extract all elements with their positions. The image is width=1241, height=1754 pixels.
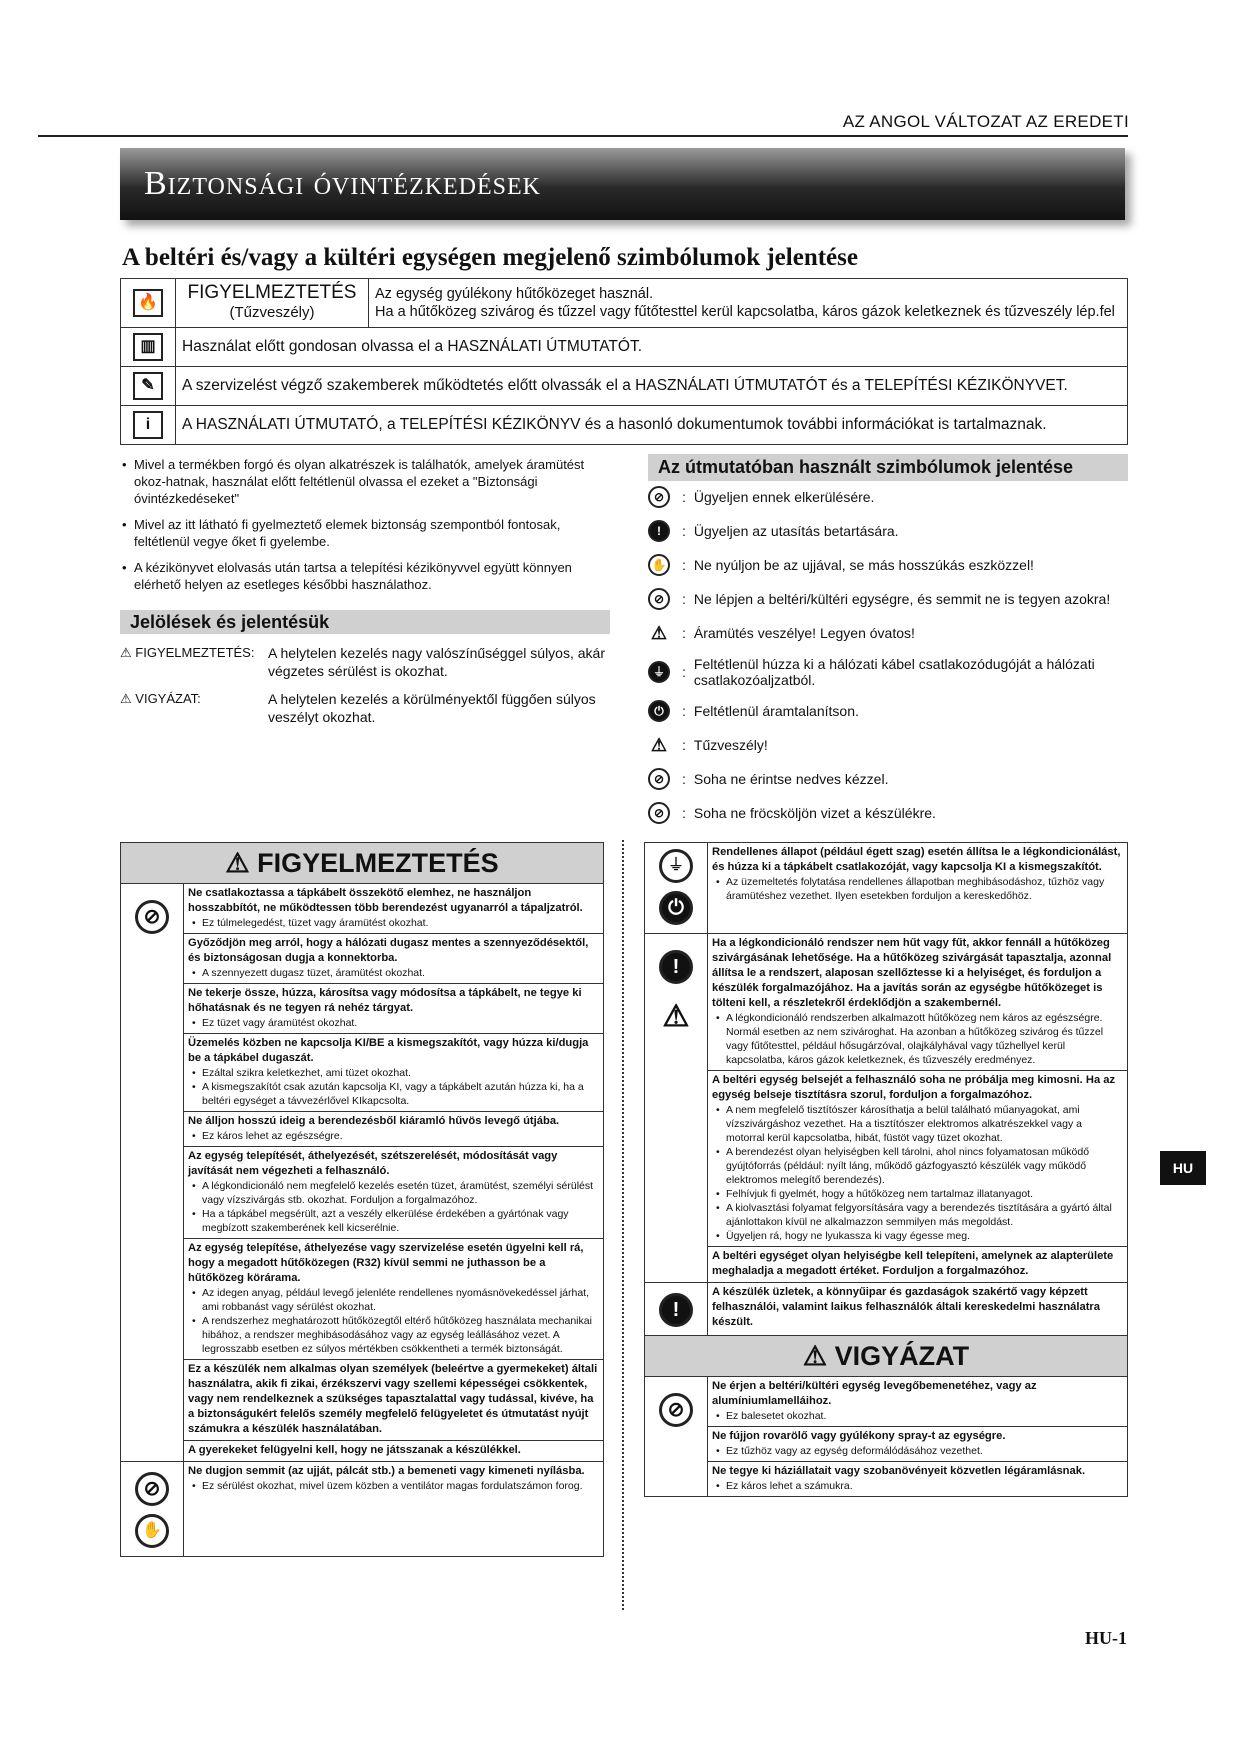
safety-item-note: • Ügyeljen rá, hogy ne lyukassza ki vagy égesse meg. — [712, 1229, 1123, 1243]
power-off-icon: ⏻ — [659, 891, 693, 925]
symbol-row-info — [121, 406, 1128, 445]
page-number: HU-1 — [1085, 1628, 1127, 1648]
right-items-group-3 — [708, 1283, 1127, 1335]
safety-item-note: • Ez tűzhöz vagy az egység deformálódásához vezethet. — [712, 1444, 1123, 1458]
safety-item — [184, 1034, 603, 1112]
safety-item-heading: Ne csatlakoztassa a tápkábelt összekötő elemhez, ne használjon hosszabbítót, ne működtessen több berendezést ugyanarról a tápaljzatról. — [188, 887, 583, 914]
symbol-row-service — [121, 367, 1128, 406]
safety-item — [708, 1071, 1127, 1247]
safety-item — [184, 884, 603, 934]
service-manual-icon: ✎ — [133, 372, 163, 400]
mark-warning-value: A helytelen kezelés nagy valószínűséggel súlyos, akár végzetes sérülést is okozhat. — [268, 645, 605, 679]
mark-caution-value: A helytelen kezelés a körülményektől függően súlyos veszélyt okozhat. — [268, 691, 596, 725]
mark-caution-key: VIGYÁZAT: — [135, 691, 201, 706]
symbol-item: ⚠ : Tűzveszély! — [648, 734, 1130, 756]
safety-item-heading: A készülék üzletek, a könnyűipar és gazdaságok szakértő vagy képzett felhasználói, valamint laikus felhasználók általi kereskedelmi használatra készült. — [712, 1286, 1101, 1328]
safety-item-note: • A légkondicionáló rendszerben alkalmazott hűtőközeg nem káros az egészségre. Normál esetben az nem szivároghat. Ha azonban a hűtőközeg szivárog és tűzzel vagy fűtőtesttel, például hősugárzóval, olajkályhával vagy tűzhellyel kerül kapcsolatba, káros gázok keletkeznek, és tűzveszély eredményez. — [712, 1011, 1123, 1067]
symbol-item: ⏻ : Feltétlenül áramtalanítson. — [648, 700, 1130, 722]
symbol-text: Soha ne fröcsköljön vizet a készülékre. — [693, 805, 936, 821]
safety-item — [184, 1239, 603, 1360]
safety-item-heading: Az egység telepítése, áthelyezése vagy szervizelése esetén ügyelni kell rá, hogy a megadott hűtőközegen (R32) kívül semmi ne juthasson be a hűtőközeg körárama. — [188, 1242, 584, 1284]
mark-caution-row — [120, 690, 610, 726]
caution-items — [708, 1377, 1127, 1496]
safety-item-note: • Az idegen anyag, például levegő jelenléte rendellenes nyomásnövekedéssel járhat, ami robbanást vagy sérülést okozhat. — [188, 1286, 599, 1314]
symbol-item: ! : Ügyeljen az utasítás betartására. — [648, 520, 1130, 542]
right-items-group-2 — [708, 934, 1127, 1282]
no-finger-icon: ✋ — [135, 1514, 169, 1548]
warning-label: FIGYELMEZTETÉS — [187, 282, 357, 303]
warning-box-title: ⚠ FIGYELMEZTETÉS — [121, 843, 603, 884]
language-note: AZ ANGOL VÁLTOZAT AZ EREDETI — [842, 112, 1129, 131]
safety-item-heading: Üzemelés közben ne kapcsolja KI/BE a kismegszakítót, vagy húzza ki/dugja be a tápkábel dugaszát. — [188, 1037, 589, 1064]
warning-items-last — [184, 1462, 603, 1556]
symbol-item: ✋ : Ne nyúljon be az ujjával, se más hosszúkás eszközzel! — [648, 554, 1130, 576]
safety-item — [708, 1283, 1127, 1333]
safety-item-note: • A légkondicionáló nem megfelelő kezelés esetén tüzet, áramütést, személyi sérülést vagy vízszivárgás stb. okozhat. Forduljon a forgalmazóhoz. — [188, 1179, 599, 1207]
safety-item-note: • A berendezést olyan helyiségben kell tárolni, ahol nincs folyamatosan működő gyújtóforrás (például: nyílt láng, működő gázfogyasztó készülék vagy működő elektromos melegítő berendezés). — [712, 1145, 1123, 1187]
no-finger-icon: ✋ — [648, 554, 670, 576]
symbol-item: ⏚ : Feltétlenül húzza ki a hálózati kábel csatlakozódugóját a hálózati csatlakozóaljzatból. — [648, 656, 1130, 688]
unplug-icon: ⏚ — [659, 849, 693, 883]
safety-item-heading: A gyerekeket felügyelni kell, hogy ne játsszanak a készülékkel. — [188, 1444, 521, 1456]
marks-title: Jelölések és jelentésük — [120, 610, 610, 634]
safety-item-heading: Ne tegye ki háziállatait vagy szobanövényeit közvetlen légáramlásnak. — [712, 1465, 1086, 1477]
mandatory-icon: ! — [648, 520, 670, 542]
safety-item-note: • Ez sérülést okozhat, mivel üzem közben a ventilátor magas fordulatszámon forog. — [188, 1479, 599, 1493]
no-water-spray-icon: ⊘ — [648, 802, 670, 824]
intro-item: • A kézikönyvet elolvasás után tartsa a telepítési kézikönyvvel együtt könnyen elérhető helyen az esetleges későbbi használathoz. — [120, 559, 610, 593]
safety-item — [708, 1427, 1127, 1462]
fire-warning-icon: 🔥 — [133, 289, 163, 317]
safety-item-note: • Ha a tápkábel megsérült, azt a veszély elkerülése érdekében a gyártónak vagy megbízott szakemberének kell kicserélnie. — [188, 1207, 599, 1235]
prohibited-icon: ⊘ — [135, 900, 169, 934]
warning-box-continued — [644, 842, 1128, 1497]
symbol-text: Ügyeljen az utasítás betartására. — [693, 523, 899, 539]
symbol-row-manual-text: Használat előtt gondosan olvassa el a HASZNÁLATI ÚTMUTATÓT. — [176, 328, 1128, 367]
symbol-text: Ne nyúljon be az ujjával, se más hosszúkás eszközzel! — [693, 557, 1034, 573]
open-book-icon: ▥ — [133, 333, 163, 361]
intro-item: • Mivel a termékben forgó és olyan alkatrészek is találhatók, amelyek áramütést okoz-hatnak, használat előtt feltétlenül olvassa el ezeket a "Biztonsági óvintézkedéseket" — [120, 456, 610, 507]
safety-item-heading: A beltéri egység belsejét a felhasználó soha ne próbálja meg kimosni. Ha az egység belseje tisztításra szorul, forduljon a forgalmazóhoz. — [712, 1074, 1116, 1101]
intro-item: • Mivel az itt látható fi gyelmeztető elemek biztonság szempontból fontosak, feltétlenül vegye őket fi gyelembe. — [120, 516, 610, 550]
symbol-text: Soha ne érintse nedves kézzel. — [693, 771, 889, 787]
caution-box-title: ⚠ VIGYÁZAT — [645, 1336, 1127, 1377]
safety-item-note: • Ez tüzet vagy áramütést okozhat. — [188, 1016, 599, 1030]
symbol-item: ⊘ : Soha ne fröcsköljön vizet a készülékre. — [648, 802, 1130, 824]
safety-item-heading: Ne tekerje össze, húzza, károsítsa vagy módosítsa a tápkábelt, ne tegye ki hőhatásnak és ne tegyen rá nehéz tárgyat. — [188, 987, 582, 1014]
safety-item-heading: Ez a készülék nem alkalmas olyan személyek (beleértve a gyermekeket) általi használatra, akik fi zikai, érzékszervi vagy szellemi képességei csökkentek, vagy nem rendelkeznek a szükséges tapasztalattal vagy tudással, kivéve, ha a biztonságukért felelős személy megfelelő felügyeletet és útmutatást nyújt számukra a készülék használatában. — [188, 1363, 598, 1435]
symbol-row-warning — [121, 279, 1128, 328]
warning-line-1: Az egység gyúlékony hűtőközeget használ. — [375, 286, 654, 302]
safety-item-note: • Ez túlmelegedést, tüzet vagy áramütést okozhat. — [188, 916, 599, 930]
safety-item — [184, 1112, 603, 1147]
intro-bullets — [120, 456, 610, 602]
symbol-row-info-text: A HASZNÁLATI ÚTMUTATÓ, a TELEPÍTÉSI KÉZIKÖNYV és a hasonló dokumentumok további információkat is tartalmaznak. — [176, 406, 1128, 445]
right-items-group-1 — [708, 843, 1127, 933]
warning-sublabel: (Tűzveszély) — [229, 304, 315, 321]
power-off-icon: ⏻ — [648, 700, 670, 722]
safety-item — [184, 1360, 603, 1441]
symbol-item: ⊘ : Ne lépjen a beltéri/kültéri egységre, és semmit ne is tegyen azokra! — [648, 588, 1130, 610]
safety-item — [184, 1462, 603, 1496]
safety-item-note: • Ez balesetet okozhat. — [712, 1409, 1123, 1423]
mark-warning-row — [120, 644, 610, 680]
caution-triangle-icon: ⚠ — [120, 691, 136, 706]
safety-item — [184, 984, 603, 1034]
symbol-text: Tűzveszély! — [693, 737, 768, 753]
symbol-text: Feltétlenül húzza ki a hálózati kábel csatlakozódugóját a hálózati csatlakozóaljzatból. — [693, 656, 1095, 688]
symbol-item: ⊘ : Soha ne érintse nedves kézzel. — [648, 768, 1130, 790]
unit-symbols-table — [120, 278, 1128, 445]
warning-box — [120, 842, 604, 1557]
mandatory-icon: ! — [659, 1293, 693, 1327]
warning-items — [184, 884, 603, 1461]
column-divider — [622, 840, 624, 1610]
symbol-text: Ne lépjen a beltéri/kültéri egységre, és semmit ne is tegyen azokra! — [693, 591, 1111, 607]
safety-item — [708, 843, 1127, 906]
info-book-icon: i — [133, 411, 163, 439]
safety-item — [708, 1462, 1127, 1496]
safety-item-note: • Ez káros lehet az egészségre. — [188, 1129, 599, 1143]
symbol-text: Áramütés veszélye! Legyen óvatos! — [693, 625, 915, 641]
symbol-text: Feltétlenül áramtalanítson. — [693, 703, 859, 719]
symbol-row-service-text: A szervizelést végző szakemberek működtetés előtt olvassák el a HASZNÁLATI ÚTMUTATÓT és a TELEPÍTÉSI KÉZIKÖNYVET. — [176, 367, 1128, 406]
safety-item-note: • A nem megfelelő tisztítószer károsíthatja a belül található műanyagokat, ami vízszivárgáshoz vezethet. Ha a tisztítószer elektromos alkatrészekkel vagy a motorral kerül kapcsolatba, hibát, füstöt vagy tüzet okozhat. — [712, 1103, 1123, 1145]
symbol-text: Ügyeljen ennek elkerülésére. — [693, 489, 875, 505]
safety-item — [708, 1247, 1127, 1282]
safety-item-heading: Rendellenes állapot (például égett szag) esetén állítsa le a légkondicionálást, és húzza ki a tápkábelt csatlakozóját, vagy kapcsolja KI a kismegszakítót. — [712, 846, 1121, 873]
safety-item-heading: Ha a légkondicionáló rendszer nem hűt vagy fűt, akkor fennáll a hűtőközeg szivárgásának lehetősége. Ha a hűtőközeg szivárgását tapasztalja, azonnal állítsa le a rendszert, alaposan szellőztesse ki a helyiséget, és forduljon a készülék forgalmazójához. Ha a javítás során az egységbe hűtőközeget is tölteni kell, a részletekről érdeklődjön a szakembernél. — [712, 937, 1112, 1009]
symbol-item: ⊘ : Ügyeljen ennek elkerülésére. — [648, 486, 1130, 508]
safety-item-heading: Ne érjen a beltéri/kültéri egység levegőbemenetéhez, vagy az alumíniumlamelláihoz. — [712, 1380, 1037, 1407]
language-tab: HU — [1160, 1151, 1206, 1185]
prohibited-icon: ⊘ — [648, 486, 670, 508]
fire-hazard-icon: ⚠ — [662, 1000, 690, 1033]
unplug-icon: ⏚ — [648, 661, 670, 683]
safety-item-note: • A kiolvasztási folyamat felgyorsítására vagy a berendezés tisztítására a gyártó által ajánlottakon kívül ne alkalmazzon semmilyen más megoldást. — [712, 1201, 1123, 1229]
symbol-row-manual — [121, 328, 1128, 367]
warning-triangle-icon: ⚠ — [120, 645, 136, 660]
symbol-item: ⚠ : Áramütés veszélye! Legyen óvatos! — [648, 622, 1130, 644]
safety-item — [184, 1441, 603, 1461]
safety-item-note: • A rendszerhez meghatározott hűtőközegtől eltérő hűtőközeg használata mechanikai hibához, a rendszer meghibásodásához vagy az egység leállásához vezet. A legrosszabb esetben ez súlyos mértékben csökkentheti a termék biztonságát. — [188, 1314, 599, 1356]
safety-item-heading: Az egység telepítését, áthelyezését, szétszerelését, módosítását vagy javítását nem végezheti a felhasználó. — [188, 1150, 558, 1177]
safety-item-heading: Győződjön meg arról, hogy a hálózati dugasz mentes a szennyeződésektől, és biztonságosan dugja a konnektorba. — [188, 937, 589, 964]
safety-item-heading: A beltéri egységet olyan helyiségbe kell telepíteni, amelynek az alapterülete meghaladja a megadott értéket. Forduljon a forgalmazóhoz. — [712, 1250, 1114, 1277]
page-banner-title: Biztonsági óvintézkedések — [120, 148, 1125, 220]
symbols-list — [648, 486, 1130, 836]
safety-item-heading: Ne álljon hosszú ideig a berendezésből kiáramló hűvös levegő útjába. — [188, 1115, 560, 1127]
safety-item-heading: Ne dugjon semmit (az ujját, pálcát stb.) a bemeneti vagy kimeneti nyílásba. — [188, 1465, 585, 1477]
safety-item — [184, 934, 603, 984]
safety-item-heading: Ne fújjon rovarölő vagy gyúlékony spray-t az egységre. — [712, 1430, 1006, 1442]
header-rule — [38, 135, 1128, 137]
mark-warning-key: FIGYELMEZTETÉS: — [135, 645, 255, 660]
electric-shock-icon: ⚠ — [650, 623, 668, 643]
safety-item-note: • Az üzemeltetés folytatása rendellenes állapotban meghibásodáshoz, tűzhöz vagy áramütéshez vezethet. Ilyen esetekben forduljon a kereskedőhöz. — [712, 875, 1123, 903]
safety-item-note: • A kismegszakítót csak azután kapcsolja KI, vagy a tápkábelt azután húzza ki, ha a beltéri egységet a távvezérlővel KIkapcsolta. — [188, 1080, 599, 1108]
warning-line-2: Ha a hűtőközeg szivárog és tűzzel vagy fűtőtesttel kerül kapcsolatba, káros gázok keletkeznek és tűzveszély lép.fel — [375, 304, 1115, 320]
section-title: A beltéri és/vagy a kültéri egységen megjelenő szimbólumok jelentése — [122, 244, 858, 271]
safety-item-note: • A szennyezett dugasz tüzet, áramütést okozhat. — [188, 966, 599, 980]
safety-item — [184, 1147, 603, 1239]
marks-section — [120, 610, 610, 736]
no-step-icon: ⊘ — [648, 588, 670, 610]
mandatory-icon: ! — [659, 950, 693, 984]
safety-item-note: • Ez káros lehet a számukra. — [712, 1479, 1123, 1493]
prohibited-icon: ⊘ — [135, 1472, 169, 1506]
safety-item — [708, 1377, 1127, 1427]
safety-item-note: • Felhívjuk fi gyelmét, hogy a hűtőközeg nem tartalmaz illatanyagot. — [712, 1187, 1123, 1201]
safety-item-note: • Ezáltal szikra keletkezhet, ami tüzet okozhat. — [188, 1066, 599, 1080]
no-wet-hands-icon: ⊘ — [648, 768, 670, 790]
safety-item — [708, 934, 1127, 1071]
prohibited-icon: ⊘ — [659, 1393, 693, 1427]
fire-hazard-icon: ⚠ — [650, 735, 668, 755]
symbols-title: Az útmutatóban használt szimbólumok jelentése — [648, 454, 1128, 481]
